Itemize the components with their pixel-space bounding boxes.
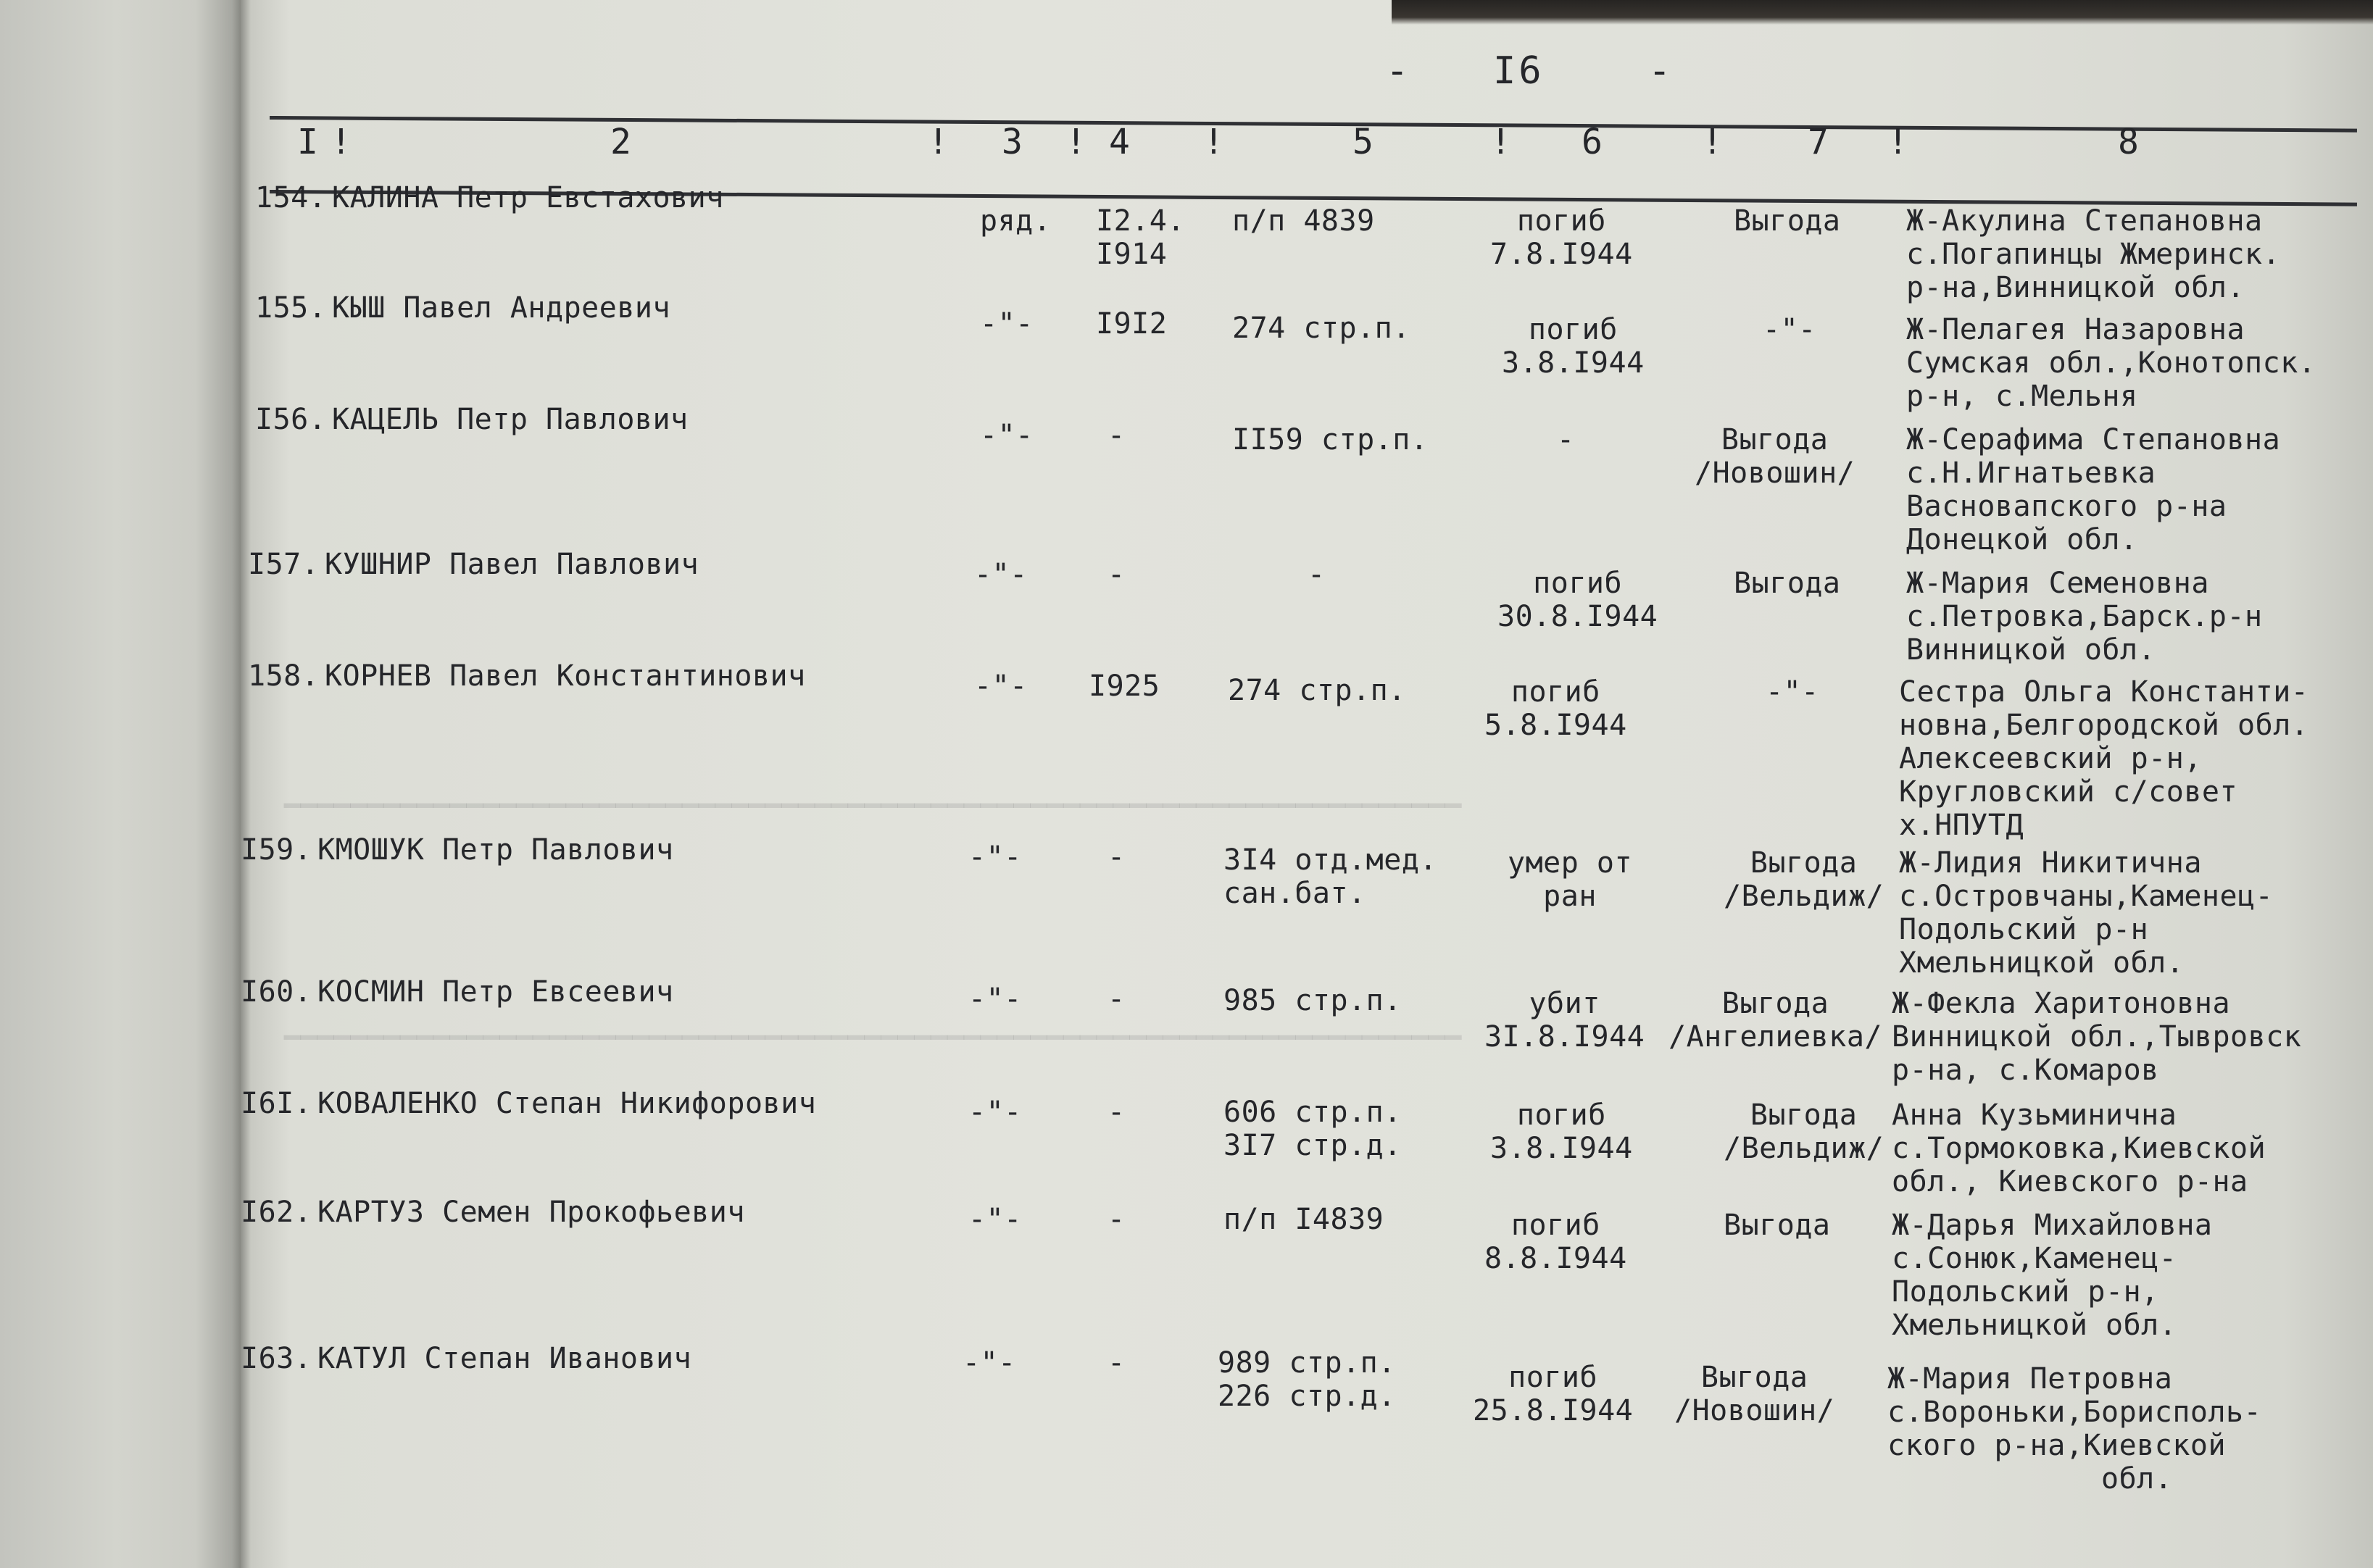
relative-info: Ж-Фекла Харитоновна Винницкой обл.,Тывровск р-на, с.Комаров [1892,987,2302,1087]
fate: умер от ран [1508,846,1633,913]
person-name: КЫШ Павел Андреевич [332,291,671,325]
fate: убит 3I.8.I944 [1484,987,1645,1054]
burial-place: -"- [1766,675,1819,709]
birth-year: - [1107,419,1126,452]
birth-year: - [1107,983,1126,1016]
row-number: I62. [241,1196,312,1229]
birth-year: - [1107,1096,1126,1129]
left-page-edge [0,0,241,1568]
fate: - [1557,423,1575,456]
rank: -"- [968,841,1022,874]
column-separator: ! [1490,122,1511,162]
fate: погиб 3.8.I944 [1490,1098,1633,1165]
birth-year: I2.4. I914 [1096,204,1185,271]
relative-info: Анна Кузьминична с.Тормоковка,Киевской обл., Киевского р-на [1892,1098,2266,1198]
person-name: КАЦЕЛЬ Петр Павлович [332,403,689,436]
military-unit: II59 стр.п. [1232,423,1429,456]
burial-place: Выгода [1734,204,1841,238]
military-unit: 606 стр.п. 3I7 стр.д. [1223,1096,1402,1162]
burial-place: Выгода /Вельдиж/ [1724,1098,1884,1165]
page-number-dash-right: - [1648,49,1674,93]
person-name: КМОШУК Петр Павлович [317,833,674,867]
person-name: КУШНИР Павел Павлович [325,548,699,581]
column-separator: ! [331,122,352,162]
military-unit: 274 стр.п. [1228,674,1406,707]
relative-info: Ж-Лидия Никитична с.Островчаны,Каменец- Подольский р-н Хмельницкой обл. [1899,846,2274,980]
fate: погиб 7.8.I944 [1490,204,1633,271]
relative-info: Ж-Акулина Степановна с.Погапинцы Жмеринск. р-на,Винницкой обл. [1906,204,2281,304]
relative-info: Ж-Серафима Степановна с.Н.Игнатьевка Васновапского р-на Донецкой обл. [1906,423,2281,556]
row-number: 154. [255,181,327,214]
page-number-dash-left: - [1386,49,1412,93]
birth-year: I9I2 [1096,307,1168,341]
document-page [241,0,2373,1568]
column-header-6: 6 [1582,122,1603,162]
column-header-1: I [297,122,318,162]
relative-info: Ж-Пелагея Назаровна Сумская обл.,Конотопск. р-н, с.Мельня [1906,313,2316,413]
row-number: 155. [255,291,327,325]
row-number: I60. [241,975,312,1009]
person-name: КОВАЛЕНКО Степан Никифорович [317,1087,817,1120]
burial-place: Выгода /Новошин/ [1674,1361,1835,1427]
person-name: КАТУЛ Степан Иванович [317,1342,692,1375]
column-separator: ! [1065,122,1086,162]
person-name: КАРТУЗ Семен Прокофьевич [317,1196,745,1229]
birth-year: - [1107,558,1126,591]
relative-info: Ж-Мария Петровна с.Вороньки,Борисполь- ского р-на,Киевской обл. [1887,1362,2262,1496]
burial-place: Выгода [1724,1209,1831,1242]
column-header-5: 5 [1352,122,1373,162]
column-header-8: 8 [2118,122,2139,162]
fate: погиб 25.8.I944 [1473,1361,1634,1427]
birth-year: I925 [1089,670,1160,703]
rank: -"- [980,419,1034,452]
rank: ряд. [980,204,1052,238]
relative-info: Сестра Ольга Константи- новна,Белгородской обл. Алексеевский р-н, Кругловский с/совет х.НПУТД [1899,675,2309,842]
column-separator: ! [928,122,949,162]
column-separator: ! [1887,122,1908,162]
column-header-2: 2 [610,122,631,162]
rank: -"- [968,983,1022,1016]
burial-place: Выгода /Новошин/ [1695,423,1855,490]
rank: -"- [980,307,1034,341]
row-number: I57. [248,548,320,581]
fate: погиб 30.8.I944 [1497,567,1658,633]
row-number: I59. [241,833,312,867]
rank: -"- [974,558,1028,591]
column-header-7: 7 [1808,122,1829,162]
birth-year: - [1107,1346,1126,1380]
bleed-through-texture: ━━━━━━━━━━━━━━━━━━━━━━━━━━━━━━━━━━━━━━━━━━━━━━━━━━━━━━━━━━━━━━━━━━━━━━━ [284,790,1462,822]
row-number: I63. [241,1342,312,1375]
burial-place: Выгода /Ангелиевка/ [1668,987,1882,1054]
birth-year: - [1107,841,1126,874]
military-unit: 274 стр.п. [1232,312,1410,345]
fate: погиб 3.8.I944 [1502,313,1645,380]
fate: погиб 8.8.I944 [1484,1209,1627,1275]
row-number: I6I. [241,1087,312,1120]
military-unit: - [1308,558,1326,591]
page-number-value: I6 [1493,49,1545,93]
burial-place: Выгода [1734,567,1841,600]
relative-info: Ж-Дарья Михайловна с.Сонюк,Каменец- Подольский р-н, Хмельницкой обл. [1892,1209,2213,1342]
row-number: I56. [255,403,327,436]
person-name: КОРНЕВ Павел Константинович [325,659,806,693]
rank: -"- [968,1203,1022,1236]
military-unit: п/п 4839 [1232,204,1375,238]
person-name: КАЛИНА Петр Евстахович [332,181,724,214]
column-header-4: 4 [1109,122,1130,162]
column-header-row [241,122,2373,187]
military-unit: 3I4 отд.мед. сан.бат. [1223,843,1437,910]
burial-place: -"- [1763,313,1816,346]
column-separator: ! [1203,122,1224,162]
relative-info: Ж-Мария Семеновна с.Петровка,Барск.р-н Винницкой обл. [1906,567,2263,667]
rank: -"- [968,1096,1022,1129]
row-number: 158. [248,659,320,693]
column-header-3: 3 [1002,122,1023,162]
burial-place: Выгода /Вельдиж/ [1724,846,1884,913]
military-unit: п/п I4839 [1223,1203,1384,1236]
bleed-through-texture: ━━━━━━━━━━━━━━━━━━━━━━━━━━━━━━━━━━━━━━━━━━━━━━━━━━━━━━━━━━━━━━━━━━━━━━━ [284,1022,1462,1054]
birth-year: - [1107,1203,1126,1236]
rank: -"- [963,1346,1016,1380]
rank: -"- [974,670,1028,703]
person-name: КОСМИН Петр Евсеевич [317,975,674,1009]
column-separator: ! [1702,122,1723,162]
fate: погиб 5.8.I944 [1484,675,1627,742]
military-unit: 985 стр.п. [1223,984,1402,1017]
military-unit: 989 стр.п. 226 стр.д. [1218,1346,1396,1413]
